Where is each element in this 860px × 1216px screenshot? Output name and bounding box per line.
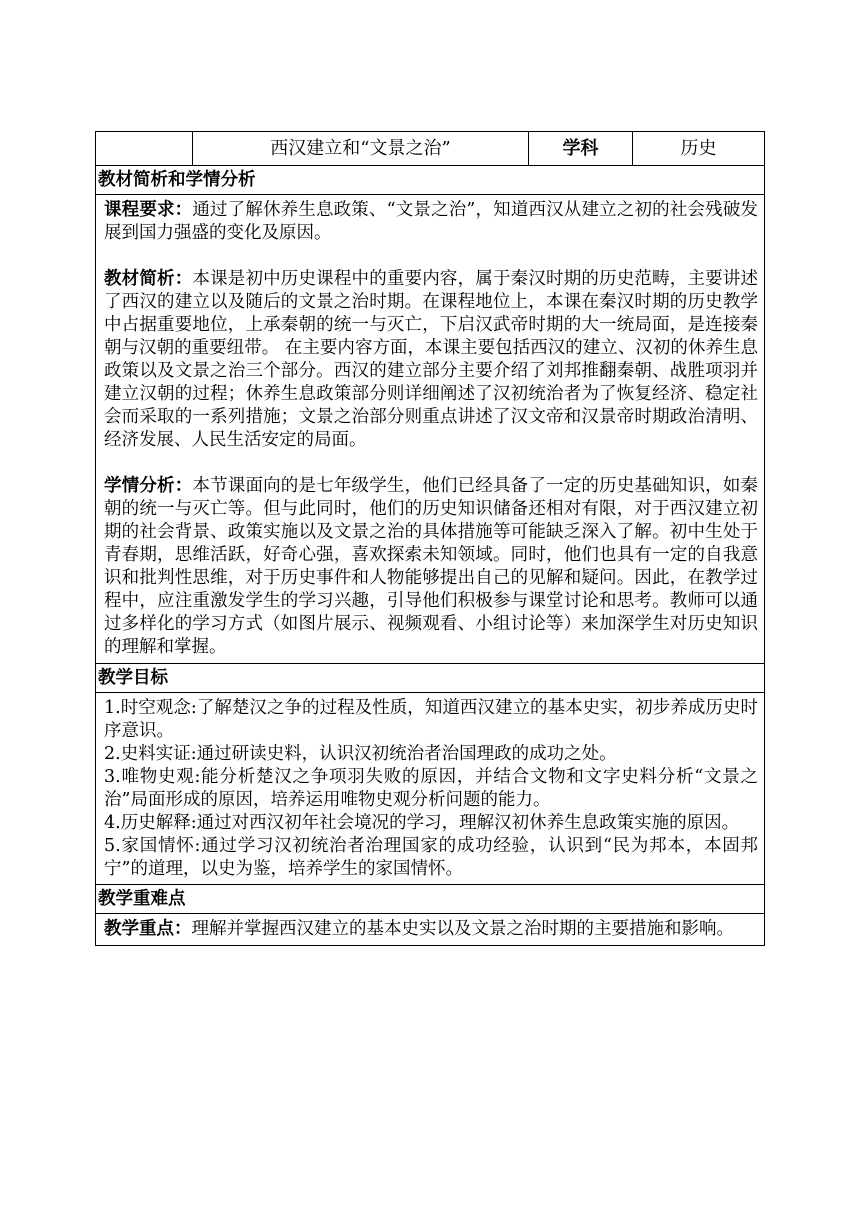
subject-value: 历史 xyxy=(633,132,765,166)
objectives-heading: 教学目标 xyxy=(96,664,765,693)
objective-item: 2.史料实证:通过研读史料，认识汉初统治者治国理政的成功之处。 xyxy=(104,744,617,764)
curriculum-text: 通过了解休养生息政策、“文景之治”，知道西汉从建立之初的社会残破发展到国力强盛的变化及原因。 xyxy=(104,200,758,243)
students-label: 学情分析： xyxy=(104,476,193,496)
key-points-heading-row xyxy=(96,885,765,914)
objective-item: 3.唯物史观:能分析楚汉之争项羽失败的原因，并结合文物和文字史料分析“文景之治”局面形成的原因，培养运用唯物史观分析问题的能力。 xyxy=(104,767,758,810)
analysis-heading-row xyxy=(96,166,765,195)
analysis-heading: 教材简析和学情分析 xyxy=(96,166,765,195)
objectives-body-row xyxy=(96,693,765,885)
focus-text: 理解并掌握西汉建立的基本史实以及文景之治时期的主要措施和影响。 xyxy=(191,919,734,939)
key-points-body-row xyxy=(96,914,765,946)
objective-item: 1.时空观念:了解楚汉之争的过程及性质，知道西汉建立的基本史实，初步养成历史时序意识。 xyxy=(104,698,758,741)
textbook-text: 本课是初中历史课程中的重要内容，属于秦汉时期的历史范畴，主要讲述了西汉的建立以及随后的文景之治时期。在课程地位上，本课在秦汉时期的历史教学中占据重要地位，上承秦朝的统一与灭亡，下启汉武帝时期的大一统局面，是连接秦朝与汉朝的重要纽带。 在主要内容方面，本课主要包括西汉的建立、汉初的休养生息政策以及文景之治三个部分。西汉的建立部分主要介绍了刘邦推翻秦朝、战胜项羽并建立汉朝的过程；休养生息政策部分则详细阐述了汉初统治者为了恢复经济、稳定社会而采取的一系列措施；文景之治部分则重点讲述了汉文帝和汉景帝时期政治清明、经济发展、人民生活安定的局面。 xyxy=(104,269,759,450)
analysis-body-row xyxy=(96,195,765,664)
lesson-plan-table xyxy=(95,131,765,946)
curriculum-label: 课程要求： xyxy=(104,200,193,220)
students-paragraph xyxy=(104,475,758,659)
textbook-label: 教材简析： xyxy=(104,269,193,289)
lesson-title: 西汉建立和“文景之治” xyxy=(193,132,529,166)
key-points-body xyxy=(96,914,765,946)
focus-label: 教学重点： xyxy=(104,919,192,939)
header-row xyxy=(96,132,765,166)
curriculum-paragraph xyxy=(104,199,758,245)
students-text: 本节课面向的是七年级学生，他们已经具备了一定的历史基础知识，如秦朝的统一与灭亡等。但与此同时，他们的历史知识储备还相对有限，对于西汉建立初期的社会背景、政策实施以及文景之治的具体措施等可能缺乏深入了解。初中生处于青春期，思维活跃，好奇心强，喜欢探索未知领域。同时，他们也具有一定的自我意识和批判性思维，对于历史事件和人物能够提出自己的见解和疑问。因此，在教学过程中，应注重激发学生的学习兴趣，引导他们积极参与课堂讨论和思考。教师可以通过多样化的学习方式（如图片展示、视频观看、小组讨论等）来加深学生对历史知识的理解和掌握。 xyxy=(104,476,759,657)
analysis-body xyxy=(96,195,765,664)
textbook-paragraph xyxy=(104,268,758,452)
objectives-body xyxy=(96,693,765,885)
subject-label: 学科 xyxy=(529,132,633,166)
objectives-heading-row xyxy=(96,664,765,693)
objective-item: 5.家国情怀:通过学习汉初统治者治理国家的成功经验，认识到“民为邦本，本固邦宁”的道理，以史为鉴，培养学生的家国情怀。 xyxy=(104,836,758,879)
key-points-heading: 教学重难点 xyxy=(96,885,765,914)
objective-item: 4.历史解释:通过对西汉初年社会境况的学习，理解汉初休养生息政策实施的原因。 xyxy=(104,813,740,833)
empty-header-cell xyxy=(96,132,193,166)
focus-paragraph xyxy=(104,918,758,941)
